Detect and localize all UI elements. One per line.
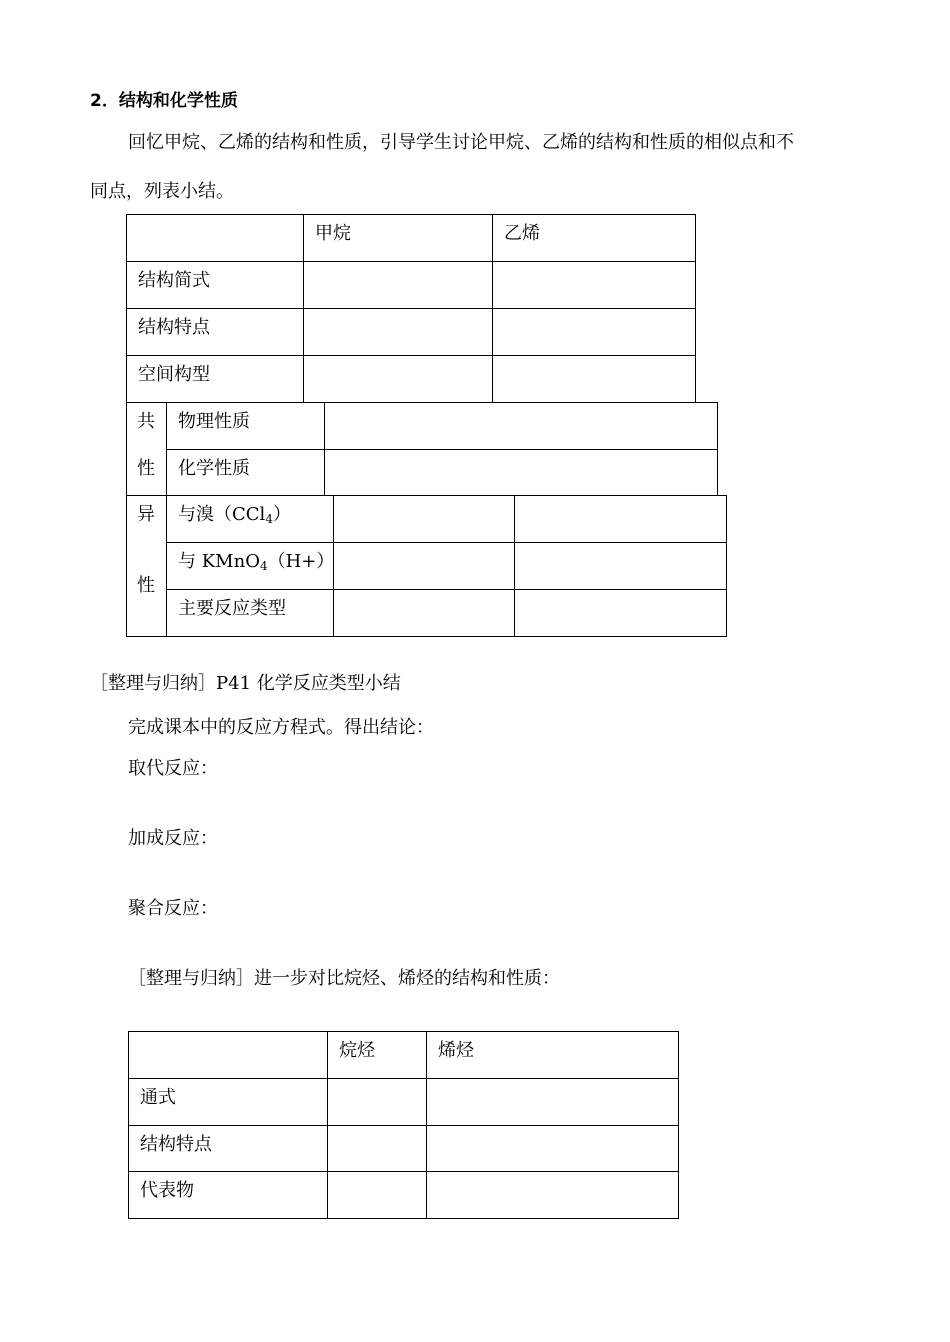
group-label-common-2: 性: [137, 458, 155, 479]
label-substitution: 取代反应：: [128, 758, 218, 779]
header-ethylene: 乙烯: [504, 223, 540, 244]
header-methane: 甲烷: [315, 223, 351, 244]
complete-equations-text: 完成课本中的反应方程式。得出结论：: [128, 717, 434, 738]
group-label-difference-1: 异: [137, 504, 155, 525]
section-heading: 2．结构和化学性质: [90, 91, 238, 111]
row-label-reaction-type: 主要反应类型: [178, 598, 286, 619]
row-label-structure-features: 结构特点: [140, 1134, 212, 1155]
intro-line-2: 同点，列表小结。: [90, 181, 234, 202]
row-label-representative: 代表物: [140, 1180, 194, 1201]
row-label-kmno4: 与 KMnO$_4$（H+）: [178, 551, 335, 573]
header-alkane: 烷烃: [339, 1040, 375, 1061]
intro-line-1: 回忆甲烷、乙烯的结构和性质，引导学生讨论甲烷、乙烯的结构和性质的相似点和不: [128, 132, 794, 153]
label-polymerization: 聚合反应：: [128, 898, 218, 919]
row-label-general-formula: 通式: [140, 1087, 176, 1108]
row-label-features: 结构特点: [138, 317, 210, 338]
row-label-bromine: 与溴（CCl$_4$）: [178, 504, 291, 526]
row-label-geometry: 空间构型: [138, 364, 210, 385]
row-label-physical: 物理性质: [178, 411, 250, 432]
group-label-difference-2: 性: [137, 575, 155, 596]
header-alkene: 烯烃: [438, 1040, 474, 1061]
row-label-formula: 结构简式: [138, 270, 210, 291]
label-addition: 加成反应：: [128, 828, 218, 849]
group-label-common-1: 共: [137, 411, 155, 432]
summary-heading-2: ［整理与归纳］进一步对比烷烃、烯烃的结构和性质：: [128, 968, 560, 989]
summary-heading-1: ［整理与归纳］P41 化学反应类型小结: [90, 673, 401, 694]
row-label-chemical: 化学性质: [178, 458, 250, 479]
